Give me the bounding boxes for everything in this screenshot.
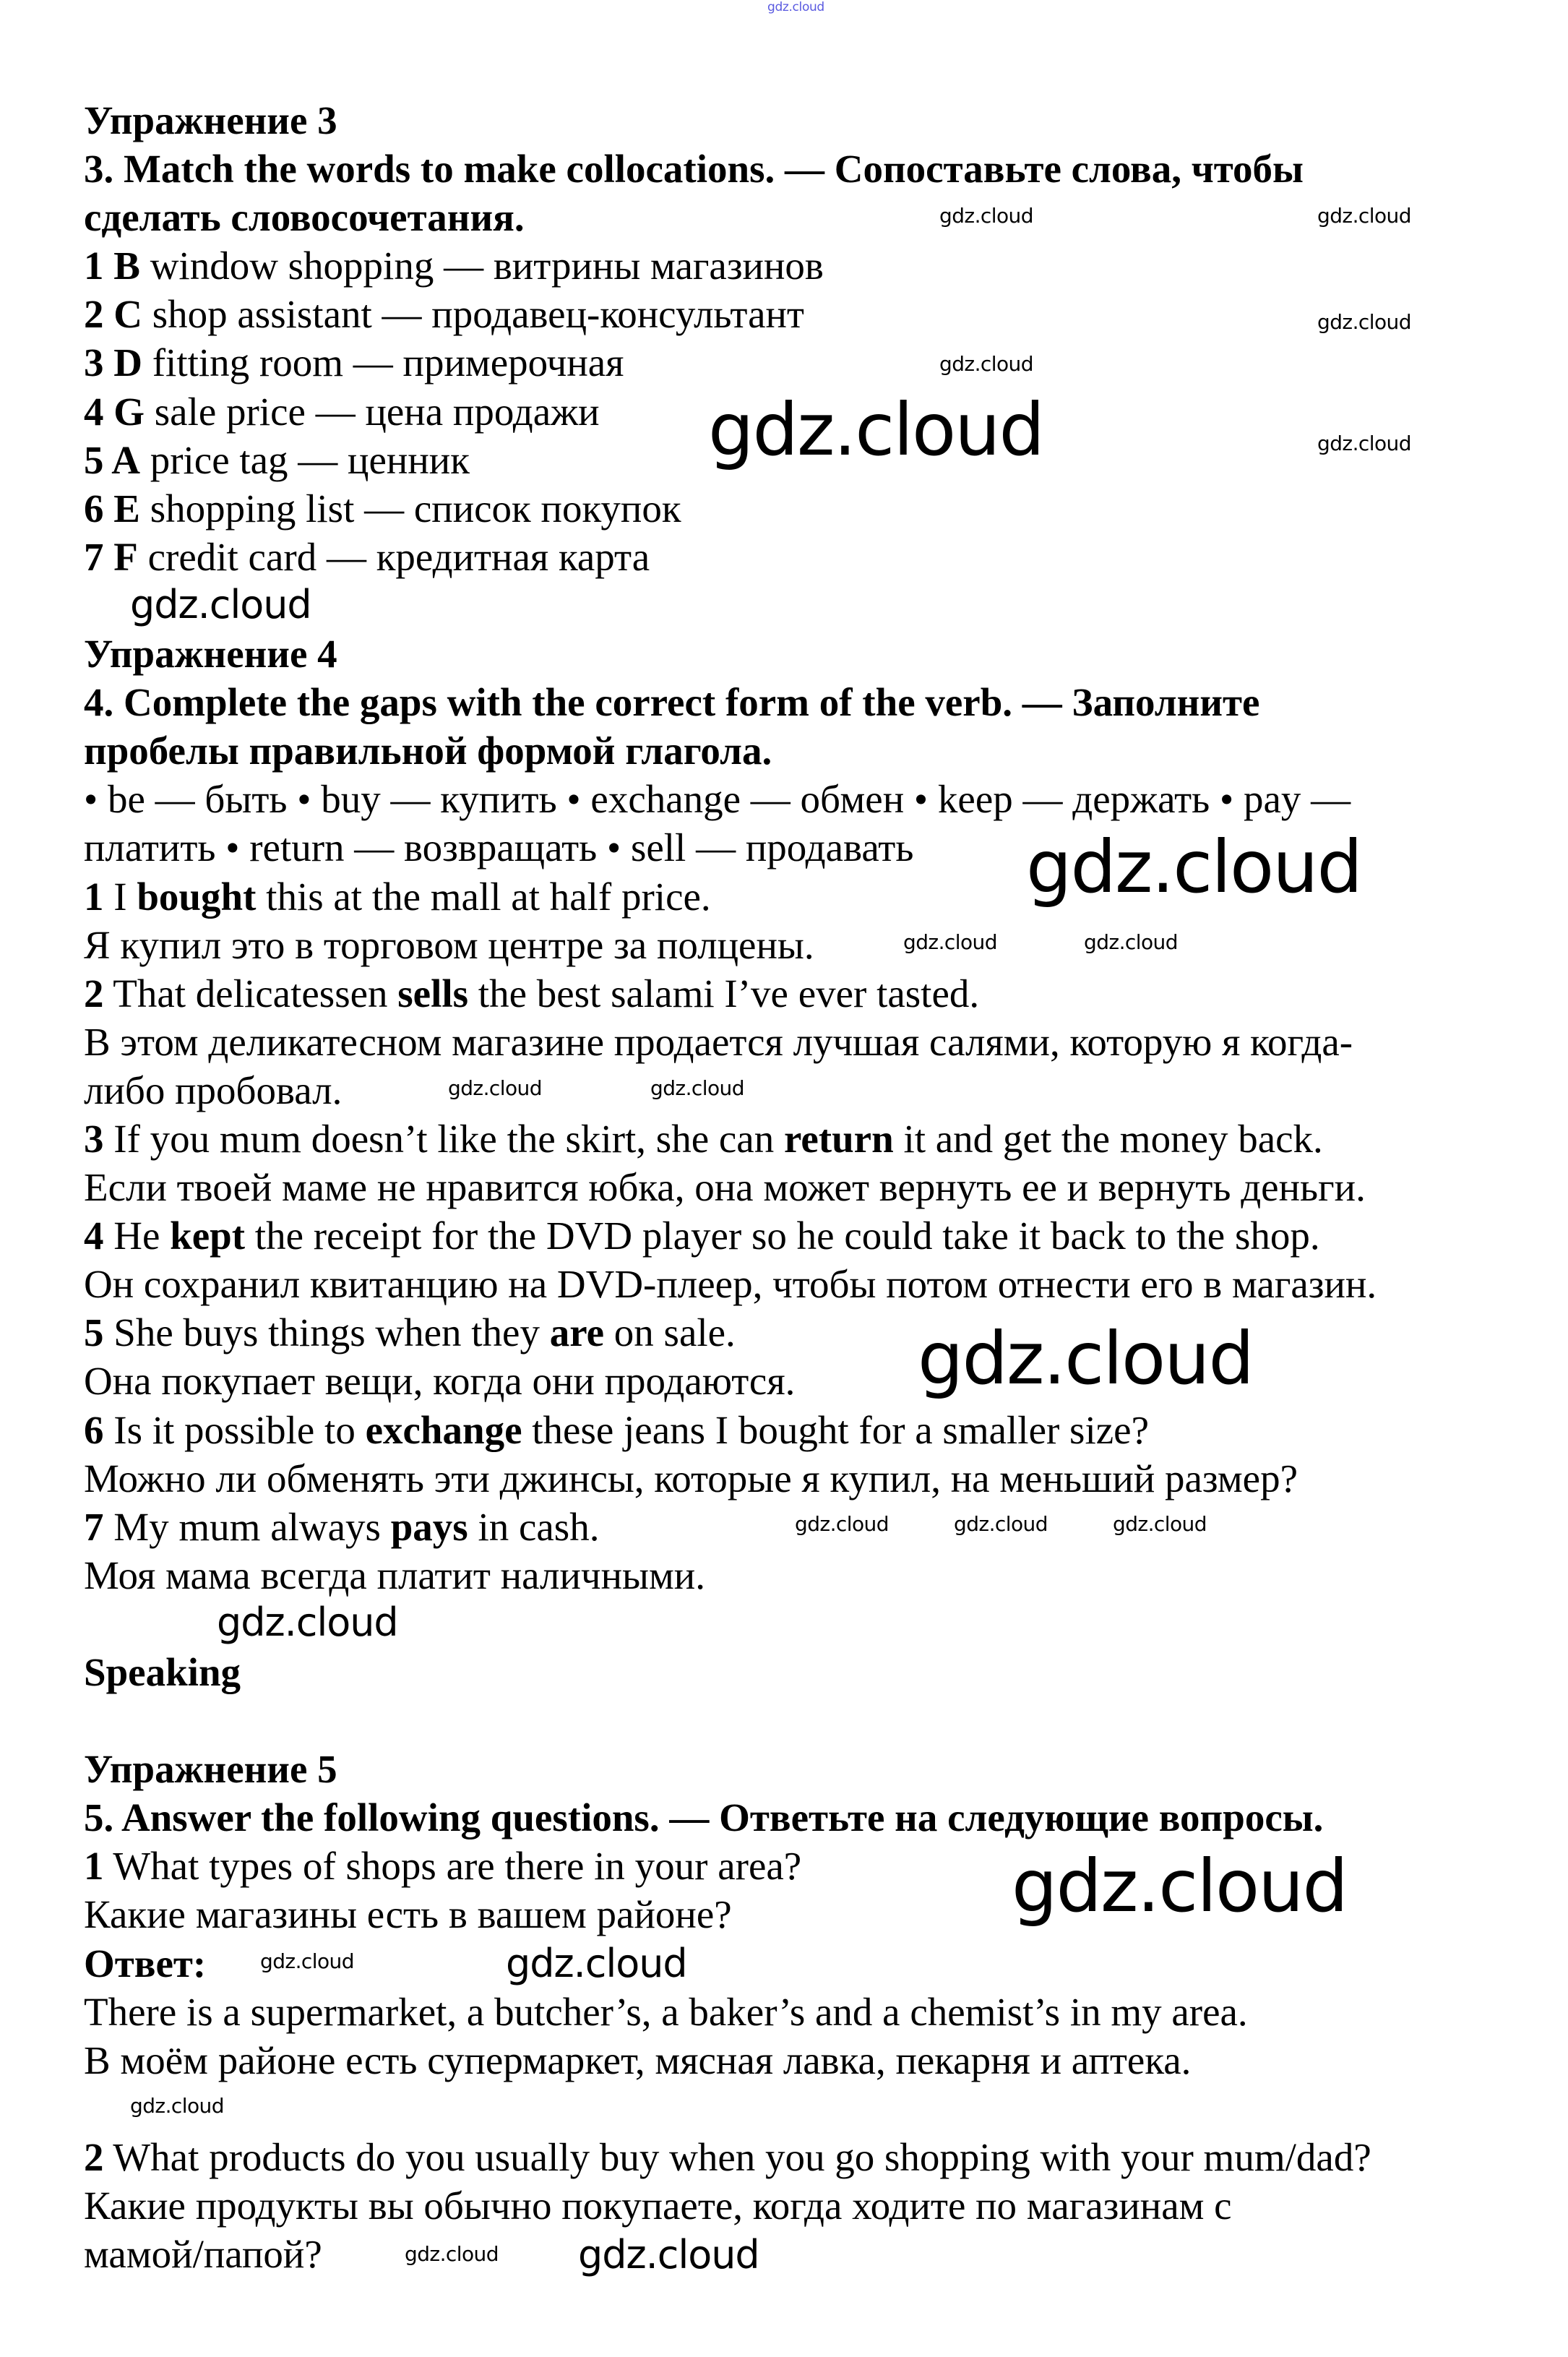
- watermark: gdz.cloud: [1317, 310, 1411, 334]
- bold-text: 7 F: [84, 534, 138, 579]
- text-line: [84, 775, 1351, 823]
- bold-text: 3: [84, 1116, 104, 1161]
- section-heading: [84, 96, 337, 145]
- text: Она покупает вещи, когда они продаются.: [84, 1359, 796, 1404]
- text-line: [84, 1988, 1248, 2036]
- text-line: [84, 1018, 1353, 1066]
- watermark: gdz.cloud: [918, 1316, 1254, 1401]
- watermark: gdz.cloud: [260, 1949, 354, 1973]
- bold-text: bought: [137, 874, 257, 919]
- text: Speaking: [84, 1650, 241, 1694]
- text: либо пробовал.: [84, 1068, 343, 1112]
- text: платить • return — возвращать • sell — продавать: [84, 825, 914, 870]
- text-line: [84, 1406, 1149, 1454]
- text: I: [103, 874, 137, 919]
- text: shop assistant — продавец-консультант: [142, 292, 804, 337]
- text: There is a supermarket, a butcher’s, a baker’s and a chemist’s in my area.: [84, 1989, 1248, 2034]
- watermark: gdz.cloud: [708, 387, 1044, 472]
- bold-text: are: [549, 1310, 605, 1355]
- text-line: [84, 533, 650, 581]
- watermark: gdz.cloud: [795, 1512, 889, 1536]
- text: What types of shops are there in your area?: [103, 1844, 802, 1889]
- text: Ответ:: [84, 1941, 207, 1985]
- text-line: [84, 387, 600, 436]
- text-line: [84, 1890, 732, 1939]
- task-instruction: [84, 678, 1259, 726]
- bold-text: kept: [170, 1214, 246, 1258]
- watermark: gdz.cloud: [1317, 432, 1411, 455]
- bold-text: 3 D: [84, 340, 142, 385]
- bold-text: return: [783, 1116, 894, 1161]
- text: Упражнение 3: [84, 98, 337, 142]
- bold-text: 6: [84, 1407, 104, 1452]
- text: the best salami I’ve ever tasted.: [468, 971, 980, 1016]
- text-line: [84, 290, 804, 338]
- text-line: [84, 338, 624, 387]
- text: window shopping — витрины магазинов: [139, 244, 824, 288]
- bold-text: 4 G: [84, 389, 145, 434]
- task-instruction: [84, 193, 525, 241]
- bold-text: 1: [84, 1844, 104, 1889]
- text: 4. Complete the gaps with the correct form of the verb. — Заполните: [84, 680, 1260, 725]
- bold-text: 5: [84, 1310, 104, 1355]
- text: the receipt for the DVD player so he could take it back to the shop.: [245, 1214, 1320, 1258]
- text: Моя мама всегда платит наличными.: [84, 1553, 705, 1597]
- text: Он сохранил квитанцию на DVD-плеер, чтобы потом отнести его в магазин.: [84, 1262, 1377, 1307]
- bold-text: 5 A: [84, 437, 140, 482]
- watermark: gdz.cloud: [1113, 1512, 1207, 1536]
- bold-text: exchange: [365, 1407, 522, 1452]
- text-line: [84, 1357, 795, 1405]
- text-line: [84, 823, 913, 872]
- text: Упражнение 4: [84, 632, 337, 677]
- text-line: [84, 1260, 1377, 1308]
- text-line: [84, 484, 681, 533]
- text-line: [84, 1551, 705, 1600]
- text-line: [84, 436, 470, 484]
- text: My mum always: [103, 1504, 391, 1549]
- text: this at the mall at half price.: [256, 874, 711, 919]
- text: What products do you usually buy when you go shopping with your mum/dad?: [103, 2134, 1371, 2179]
- watermark: gdz.cloud: [1026, 825, 1362, 909]
- text: She buys things when they: [103, 1310, 550, 1355]
- text: 5. Answer the following questions. — Ответьте на следующие вопросы.: [84, 1795, 1324, 1840]
- text-line: [84, 2036, 1191, 2085]
- watermark: gdz.cloud: [217, 1600, 398, 1645]
- text: Упражнение 5: [84, 1747, 337, 1792]
- text-line: [84, 2181, 1232, 2230]
- text: Какие продукты вы обычно покупаете, когда ходите по магазинам с: [84, 2184, 1232, 2228]
- watermark: gdz.cloud: [954, 1512, 1048, 1536]
- text-line: [84, 921, 814, 969]
- text: these jeans I bought for a smaller size?: [522, 1407, 1149, 1452]
- watermark: gdz.cloud: [506, 1941, 687, 1986]
- text-line: [84, 1115, 1323, 1163]
- bold-text: 2: [84, 971, 104, 1016]
- text: Если твоей маме не нравится юбка, она может вернуть ее и вернуть деньги.: [84, 1165, 1366, 1210]
- bold-text: sells: [397, 971, 469, 1016]
- text: credit card — кредитная карта: [137, 534, 650, 579]
- watermark: gdz.cloud: [130, 2094, 224, 2118]
- text-line: [84, 872, 711, 921]
- text: Можно ли обменять эти джинсы, которые я купил, на меньший размер?: [84, 1456, 1298, 1501]
- text-line: [84, 1842, 801, 1890]
- watermark: gdz.cloud: [650, 1076, 744, 1100]
- text: мамой/папой?: [84, 2232, 322, 2277]
- text: shopping list — список покупок: [139, 486, 681, 531]
- watermark: gdz.cloud: [1317, 204, 1411, 228]
- watermark: gdz.cloud: [1012, 1844, 1348, 1928]
- text-line: [84, 1066, 342, 1115]
- text-line: [84, 241, 824, 290]
- section-heading: [84, 1745, 337, 1793]
- task-instruction: [84, 726, 772, 775]
- watermark: gdz.cloud: [448, 1076, 542, 1100]
- watermark: gdz.cloud: [405, 2242, 499, 2266]
- text: В моём районе есть супермаркет, мясная лавка, пекарня и аптека.: [84, 2038, 1192, 2082]
- text: 3. Match the words to make collocations. — Сопоставьте слова, чтобы: [84, 147, 1304, 192]
- bold-text: 1 B: [84, 244, 140, 288]
- text: it and get the money back.: [893, 1116, 1323, 1161]
- bold-text: 6 E: [84, 486, 140, 531]
- section-heading: [84, 1939, 206, 1988]
- text: That delicatessen: [103, 971, 398, 1016]
- text: Is it possible to: [103, 1407, 366, 1452]
- watermark: gdz.cloud: [130, 582, 311, 627]
- watermark: gdz.cloud: [767, 0, 824, 14]
- text: on sale.: [604, 1310, 736, 1355]
- text-line: [84, 1211, 1320, 1260]
- text: price tag — ценник: [139, 437, 470, 482]
- bold-text: 4: [84, 1214, 104, 1258]
- watermark: gdz.cloud: [1084, 930, 1178, 954]
- bold-text: 7: [84, 1504, 104, 1549]
- task-instruction: [84, 145, 1304, 193]
- text: He: [103, 1214, 171, 1258]
- text: • be — быть • buy — купить • exchange — обмен • keep — держать • pay —: [84, 777, 1351, 822]
- bold-text: 1: [84, 874, 104, 919]
- text-line: [84, 1503, 599, 1551]
- text-line: [84, 2230, 322, 2278]
- text: sale price — цена продажи: [145, 389, 600, 434]
- text: сделать словосочетания.: [84, 195, 525, 240]
- text: пробелы правильной формой глагола.: [84, 729, 772, 773]
- text-line: [84, 2133, 1371, 2181]
- watermark: gdz.cloud: [939, 352, 1033, 376]
- watermark: gdz.cloud: [903, 930, 997, 954]
- task-instruction: [84, 1793, 1323, 1842]
- text: If you mum doesn’t like the skirt, she can: [103, 1116, 784, 1161]
- text-line: [84, 969, 979, 1018]
- text: in cash.: [468, 1504, 600, 1549]
- section-heading: [84, 630, 337, 678]
- bold-text: 2: [84, 2134, 104, 2179]
- section-heading: [84, 1648, 241, 1696]
- watermark: gdz.cloud: [939, 204, 1033, 228]
- watermark: gdz.cloud: [578, 2232, 759, 2277]
- text: Я купил это в торговом центре за полцены.: [84, 922, 814, 967]
- text-line: [84, 1163, 1366, 1211]
- bold-text: 2 C: [84, 292, 142, 337]
- bold-text: pays: [390, 1504, 468, 1549]
- text: Какие магазины есть в вашем районе?: [84, 1892, 732, 1937]
- text: В этом деликатесном магазине продается лучшая салями, которую я когда-: [84, 1019, 1353, 1064]
- text-line: [84, 1308, 736, 1357]
- text: fitting room — примерочная: [142, 340, 624, 385]
- text-line: [84, 1454, 1298, 1503]
